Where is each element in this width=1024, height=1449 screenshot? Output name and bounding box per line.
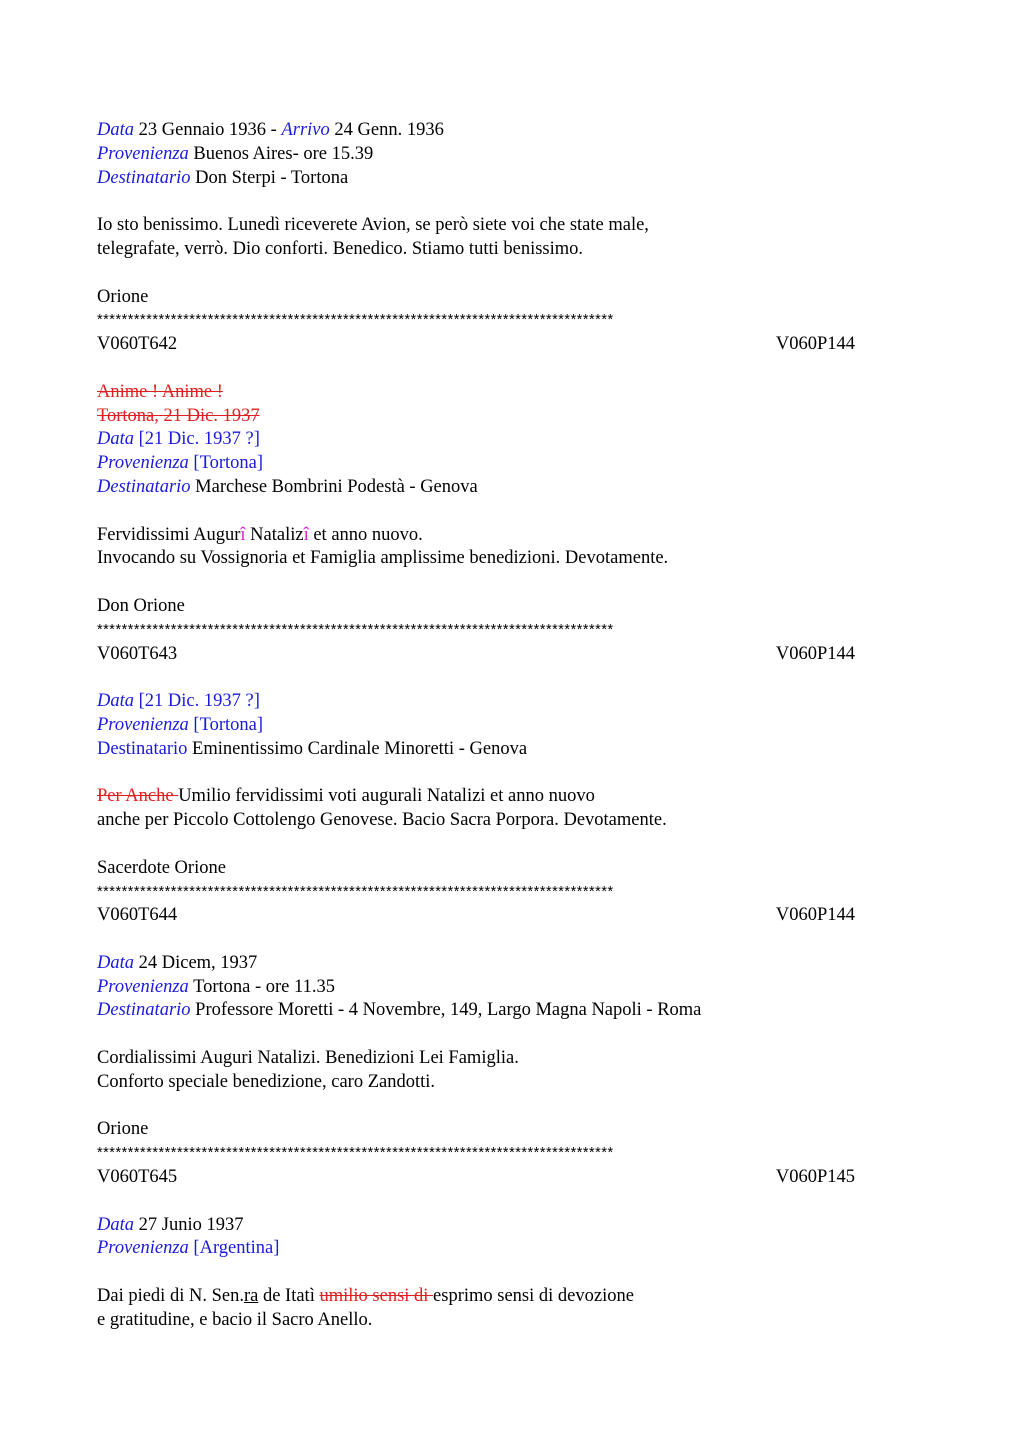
page-ref: V060P145 xyxy=(775,1167,855,1188)
telegram-ref: V060T643 xyxy=(97,643,178,664)
body-text: et anno nuovo. xyxy=(308,524,423,545)
origin-value: [Tortona] xyxy=(193,714,264,735)
date-line xyxy=(97,1214,927,1238)
body-text: Umilio fervidissimi voti augurali Natalizi et anno nuovo xyxy=(178,786,595,807)
correction-mark: î xyxy=(240,524,246,545)
origin-label: Provenienza xyxy=(97,453,189,474)
signature: Sacerdote Orione xyxy=(97,857,226,878)
origin-label: Provenienza xyxy=(97,976,189,997)
recipient-label: Destinatario xyxy=(97,167,191,188)
struck-line xyxy=(97,381,927,405)
separator: ************************************************************************************ xyxy=(97,312,614,329)
date-value: 24 Dicem, 1937 xyxy=(138,952,258,973)
body-line: Cordialissimi Auguri Natalizi. Benedizioni Lei Famiglia. xyxy=(97,1048,519,1069)
date-label: Data xyxy=(97,120,134,140)
body-line: Conforto speciale benedizione, caro Zandotti. xyxy=(97,1071,436,1092)
origin-label: Provenienza xyxy=(97,714,189,735)
date-value: [21 Dic. 1937 ?] xyxy=(138,691,260,712)
origin-value: [Tortona] xyxy=(193,453,264,474)
body-line: Invocando su Vossignoria et Famiglia amplissime benedizioni. Devotamente. xyxy=(97,548,669,569)
separator: ************************************************************************************ xyxy=(97,1145,614,1162)
body-text: Fervidissimi Augur xyxy=(97,524,241,545)
body-line: anche per Piccolo Cottolengo Genovese. Bacio Sacra Porpora. Devotamente. xyxy=(97,810,667,831)
origin-line xyxy=(97,714,927,738)
date-label: Data xyxy=(97,691,134,712)
origin-value: [Argentina] xyxy=(193,1238,280,1259)
page-ref: V060P144 xyxy=(775,905,855,926)
arrival-value: 24 Genn. 1936 xyxy=(334,120,444,140)
arrival-label: Arrivo xyxy=(281,120,330,140)
origin-label: Provenienza xyxy=(97,1238,189,1259)
separator: ************************************************************************************ xyxy=(97,883,614,900)
struck-line xyxy=(97,405,927,429)
underlined-text: ra xyxy=(243,1286,259,1307)
body-line: Io sto benissimo. Lunedì riceverete Avion, se però siete voi che state male, xyxy=(97,215,649,236)
signature: Orione xyxy=(97,286,149,307)
origin-label: Provenienza xyxy=(97,143,189,164)
recipient-label: Destinatario xyxy=(97,738,188,759)
origin-line xyxy=(97,452,927,476)
recipient-value: Don Sterpi - Tortona xyxy=(195,167,349,188)
body-text: Dai piedi di N. Sen. xyxy=(97,1286,244,1307)
origin-line xyxy=(97,976,927,1000)
recipient-label: Destinatario xyxy=(97,1000,191,1021)
document-page xyxy=(97,119,927,1333)
recipient-line xyxy=(97,738,927,762)
recipient-line xyxy=(97,167,927,191)
separator: ************************************************************************************ xyxy=(97,621,614,638)
recipient-line xyxy=(97,999,927,1023)
body-text: de Itatì xyxy=(258,1286,320,1307)
struck-text: Tortona, 21 Dic. 1937 xyxy=(97,405,260,426)
origin-line xyxy=(97,1237,927,1261)
correction-mark: î xyxy=(303,524,309,545)
recipient-value: Professore Moretti - 4 Novembre, 149, Largo Magna Napoli - Roma xyxy=(195,1000,702,1021)
recipient-value: Eminentissimo Cardinale Minoretti - Genova xyxy=(192,738,528,759)
date-label: Data xyxy=(97,952,134,973)
struck-text: Per Anche xyxy=(97,786,179,807)
signature: Don Orione xyxy=(97,595,185,616)
date-line xyxy=(97,428,927,452)
telegram-ref: V060T645 xyxy=(97,1167,178,1188)
telegram-ref: V060T642 xyxy=(97,334,178,355)
date-line xyxy=(97,119,927,143)
body-line xyxy=(97,1285,927,1309)
origin-line xyxy=(97,143,927,167)
reference-line xyxy=(97,904,855,928)
struck-text: Anime ! Anime ! xyxy=(97,381,223,402)
signature: Orione xyxy=(97,1119,149,1140)
date-label: Data xyxy=(97,1214,134,1235)
body-line xyxy=(97,785,927,809)
recipient-label: Destinatario xyxy=(97,476,191,497)
body-text: Nataliz xyxy=(245,524,304,545)
date-value: 23 Gennaio 1936 - xyxy=(138,120,282,140)
date-line xyxy=(97,690,927,714)
body-line: e gratitudine, e bacio il Sacro Anello. xyxy=(97,1309,373,1330)
date-label: Data xyxy=(97,429,134,450)
struck-text: umilio sensi di xyxy=(319,1286,434,1307)
recipient-value: Marchese Bombrini Podestà - Genova xyxy=(195,476,478,497)
body-line: telegrafate, verrò. Dio conforti. Benedico. Stiamo tutti benissimo. xyxy=(97,238,584,259)
origin-value: Buenos Aires- ore 15.39 xyxy=(193,143,374,164)
date-value: [21 Dic. 1937 ?] xyxy=(138,429,260,450)
page-ref: V060P144 xyxy=(775,334,855,355)
recipient-line xyxy=(97,476,927,500)
date-line xyxy=(97,952,927,976)
reference-line xyxy=(97,333,855,357)
body-line xyxy=(97,524,927,548)
reference-line xyxy=(97,643,855,667)
reference-line xyxy=(97,1166,855,1190)
origin-value: Tortona - ore 11.35 xyxy=(193,976,335,997)
date-value: 27 Junio 1937 xyxy=(138,1214,244,1235)
telegram-ref: V060T644 xyxy=(97,905,178,926)
page-ref: V060P144 xyxy=(775,643,855,664)
body-text: esprimo sensi di devozione xyxy=(433,1286,634,1307)
